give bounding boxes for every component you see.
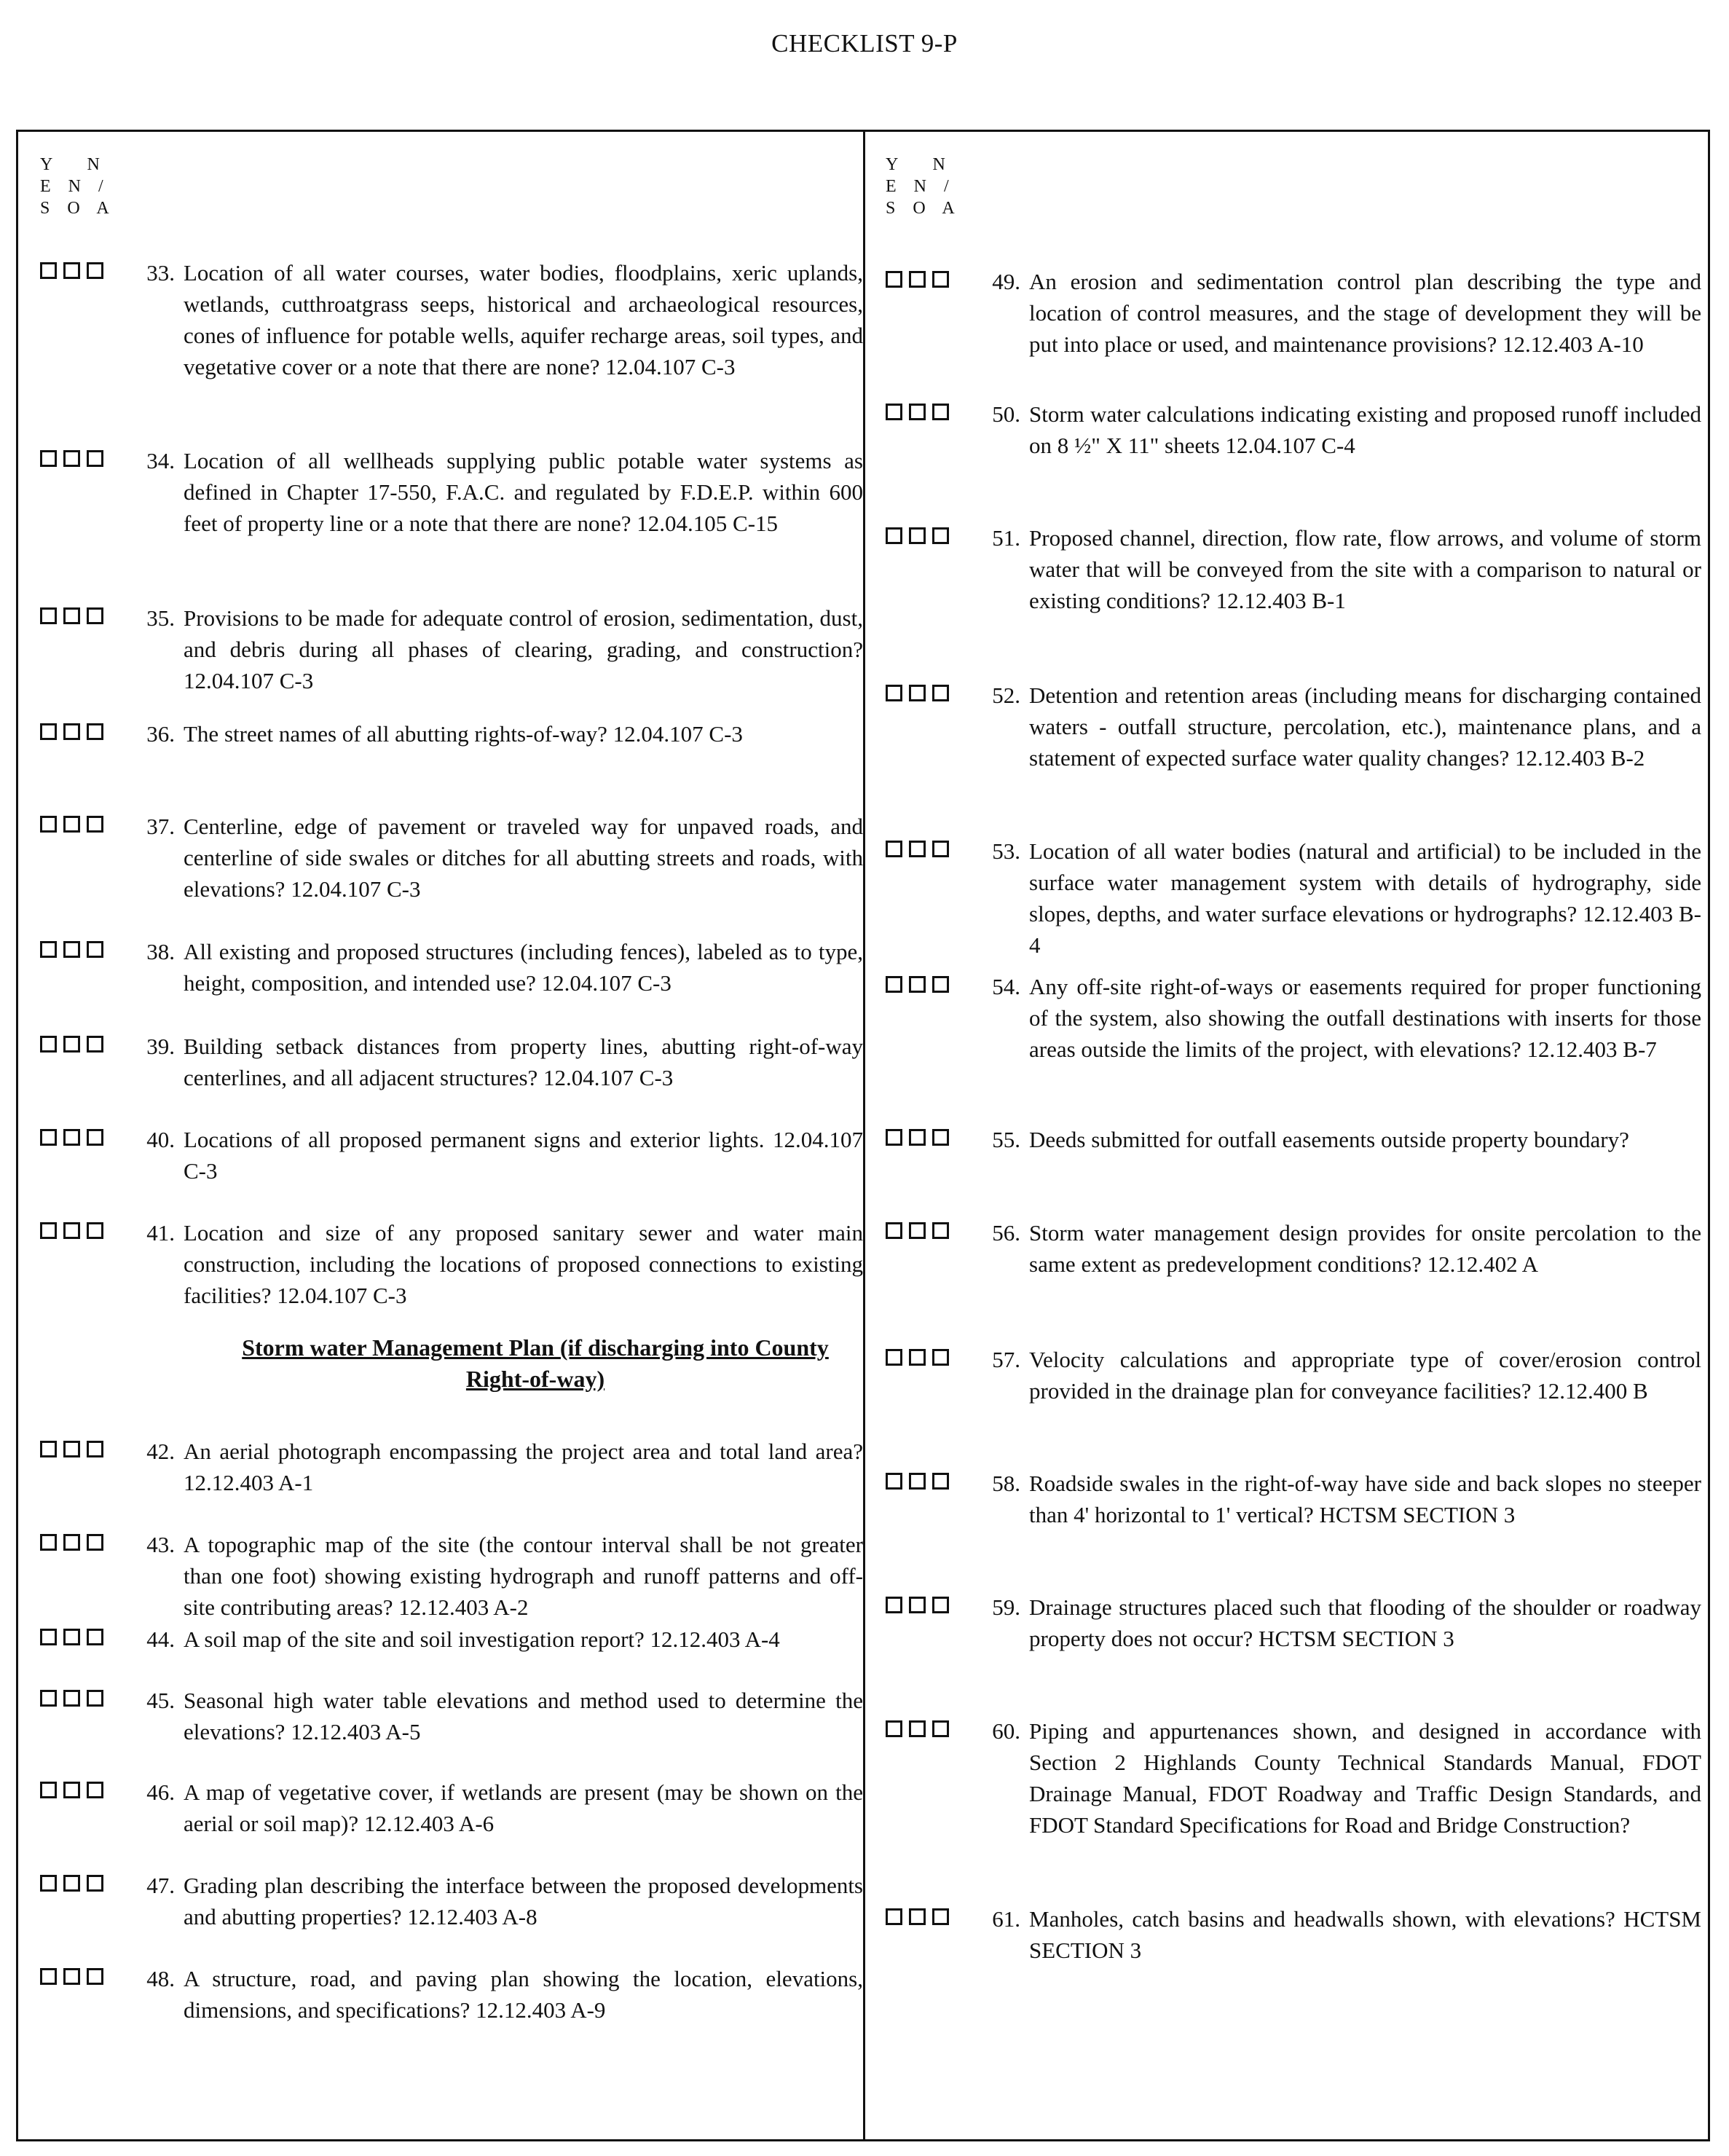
item-number: 34. <box>146 448 175 473</box>
item-number: 35. <box>146 605 175 631</box>
item-text: Detention and retention areas (including means for discharging contained waters - outfall structure, percolation, etc.), maintenance plans, and a statement of expected surface water quality changes? 12.12.403 B-2 <box>1029 682 1701 771</box>
checklist-item-58 <box>886 1468 1701 1530</box>
checklist-item-56 <box>886 1217 1701 1280</box>
checklist-item-51 <box>886 522 1701 616</box>
checkbox-no[interactable] <box>63 1534 80 1551</box>
checkbox-na[interactable] <box>932 976 949 993</box>
checkbox-group <box>40 1777 127 1798</box>
checkbox-na[interactable] <box>932 404 949 420</box>
checkbox-na[interactable] <box>87 262 103 279</box>
checklist-item-34 <box>40 445 863 539</box>
checkbox-group <box>40 1870 127 1892</box>
item-number: 58. <box>992 1471 1020 1496</box>
checkbox-na[interactable] <box>932 1597 949 1613</box>
item-number: 48. <box>146 1966 175 1991</box>
checklist-item-61 <box>886 1903 1701 1966</box>
item-text: Drainage structures placed such that flooding of the shoulder or roadway property does not occur? HCTSM SECTION 3 <box>1029 1594 1701 1651</box>
item-number: 56. <box>992 1220 1020 1246</box>
legend-right: Y N E N / S O A <box>886 155 955 218</box>
checkbox-yes[interactable] <box>40 723 57 740</box>
item-number: 54. <box>992 974 1020 999</box>
checkbox-no[interactable] <box>63 816 80 833</box>
item-text: Location of all wellheads supplying public potable water systems as defined in Chapter 17-550, F.A.C. and regulated by F.D.E.P. within 600 feet of property line or a note that there are none? 12.04.105 C-15 <box>184 448 863 536</box>
checkbox-na[interactable] <box>87 1968 103 1985</box>
item-number: 51. <box>992 525 1020 551</box>
checkbox-na[interactable] <box>87 1534 103 1551</box>
section-heading: Storm water Management Plan (if discharging into County Right-of-way) <box>242 1334 829 1392</box>
item-text: Grading plan describing the interface between the proposed developments and abutting properties? 12.12.403 A-8 <box>184 1873 863 1929</box>
checkbox-group <box>40 445 127 467</box>
checkbox-group <box>886 1468 973 1490</box>
item-number: 52. <box>992 682 1020 708</box>
checkbox-yes[interactable] <box>40 1629 57 1645</box>
checkbox-no[interactable] <box>63 723 80 740</box>
checkbox-na[interactable] <box>932 1720 949 1737</box>
checklist-item-44 <box>40 1624 863 1655</box>
checkbox-yes[interactable] <box>40 1534 57 1551</box>
checkbox-group <box>886 266 973 288</box>
checkbox-na[interactable] <box>87 1629 103 1645</box>
item-number: 60. <box>992 1718 1020 1744</box>
checkbox-no[interactable] <box>63 1968 80 1985</box>
item-number: 33. <box>146 260 175 286</box>
item-text: Seasonal high water table elevations and method used to determine the elevations? 12.12.403 A-5 <box>184 1688 863 1744</box>
checklist-item-35 <box>40 602 863 696</box>
checklist-item-43 <box>40 1529 863 1623</box>
checkbox-group <box>886 1344 973 1366</box>
item-text: A map of vegetative cover, if wetlands are present (may be shown on the aerial or soil map)? 12.12.403 A-6 <box>184 1779 863 1836</box>
checkbox-na[interactable] <box>87 1036 103 1053</box>
item-text: Locations of all proposed permanent signs and exterior lights. 12.04.107 C-3 <box>184 1127 863 1184</box>
checkbox-na[interactable] <box>87 450 103 467</box>
item-text: Location and size of any proposed sanitary sewer and water main construction, including the locations of proposed connections to existing facilities? 12.04.107 C-3 <box>184 1220 863 1308</box>
item-text: Storm water management design provides for onsite percolation to the same extent as predevelopment conditions? 12.12.402 A <box>1029 1220 1701 1277</box>
checkbox-group <box>40 602 127 624</box>
checkbox-na[interactable] <box>87 723 103 740</box>
checkbox-yes[interactable] <box>40 262 57 279</box>
item-text: Velocity calculations and appropriate type of cover/erosion control provided in the drainage plan for conveyance facilities? 12.12.400 B <box>1029 1347 1701 1404</box>
checkbox-group <box>40 718 127 740</box>
checkbox-group <box>886 1903 973 1925</box>
item-text: An erosion and sedimentation control plan describing the type and location of control measures, and the stage of development they will be put into place or used, and maintenance provisions? 12.12.403 A-10 <box>1029 269 1701 357</box>
checkbox-na[interactable] <box>932 841 949 857</box>
checkbox-group <box>886 1715 973 1737</box>
checklist-item-59 <box>886 1592 1701 1654</box>
item-number: 61. <box>992 1906 1020 1932</box>
checkbox-na[interactable] <box>932 1129 949 1146</box>
checkbox-na[interactable] <box>87 1441 103 1457</box>
checkbox-yes[interactable] <box>40 1690 57 1707</box>
item-number: 43. <box>146 1532 175 1557</box>
checkbox-yes[interactable] <box>886 1349 902 1366</box>
item-text: A soil map of the site and soil investigation report? 12.12.403 A-4 <box>184 1626 780 1652</box>
item-number: 39. <box>146 1034 175 1059</box>
checklist-item-48 <box>40 1963 863 2026</box>
checkbox-na[interactable] <box>87 1690 103 1707</box>
checkbox-group <box>886 1124 973 1146</box>
checkbox-na[interactable] <box>932 1908 949 1925</box>
checklist-item-57 <box>886 1344 1701 1406</box>
checklist-item-49 <box>886 266 1701 360</box>
checklist-item-42 <box>40 1436 863 1498</box>
checklist-item-46 <box>40 1777 863 1839</box>
checklist-item-60 <box>886 1715 1701 1841</box>
item-text: A structure, road, and paving plan showing the location, elevations, dimensions, and specifications? 12.12.403 A-9 <box>184 1966 863 2023</box>
checkbox-no[interactable] <box>63 607 80 624</box>
checkbox-no[interactable] <box>63 1690 80 1707</box>
item-number: 57. <box>992 1347 1020 1372</box>
checkbox-group <box>886 1217 973 1239</box>
checkbox-group <box>886 971 973 993</box>
checkbox-na[interactable] <box>932 527 949 544</box>
checkbox-group <box>886 1592 973 1613</box>
item-number: 47. <box>146 1873 175 1898</box>
left-column <box>18 132 865 2139</box>
checklist-item-52 <box>886 680 1701 774</box>
checkbox-group <box>40 811 127 833</box>
item-text: An aerial photograph encompassing the project area and total land area? 12.12.403 A-1 <box>184 1439 863 1495</box>
checklist-frame <box>16 130 1710 2141</box>
checkbox-group <box>40 1436 127 1457</box>
item-number: 44. <box>146 1626 175 1652</box>
checklist-item-50 <box>886 398 1701 461</box>
checkbox-na[interactable] <box>87 1222 103 1239</box>
checkbox-no[interactable] <box>909 976 926 993</box>
checklist-item-47 <box>40 1870 863 1932</box>
checklist-item-45 <box>40 1685 863 1747</box>
checkbox-yes[interactable] <box>886 271 902 288</box>
item-text: Location of all water bodies (natural and artificial) to be included in the surface water management system with details of hydrography, side slopes, depths, and water surface elevations or hydrographs? 12.12.403 B-4 <box>1029 838 1701 958</box>
item-number: 41. <box>146 1220 175 1246</box>
checkbox-yes[interactable] <box>886 527 902 544</box>
item-number: 42. <box>146 1439 175 1464</box>
checkbox-yes[interactable] <box>886 685 902 701</box>
checkbox-group <box>40 257 127 279</box>
legend-left: Y N E N / S O A <box>40 155 109 218</box>
checkbox-no[interactable] <box>909 1349 926 1366</box>
checkbox-no[interactable] <box>909 685 926 701</box>
checkbox-yes[interactable] <box>886 1129 902 1146</box>
checkbox-group <box>40 1963 127 1985</box>
item-number: 40. <box>146 1127 175 1152</box>
checkbox-yes[interactable] <box>40 1968 57 1985</box>
checkbox-no[interactable] <box>63 1222 80 1239</box>
checkbox-no[interactable] <box>909 1720 926 1737</box>
checkbox-no[interactable] <box>63 262 80 279</box>
checkbox-group <box>40 1031 127 1053</box>
checkbox-yes[interactable] <box>40 1222 57 1239</box>
checkbox-no[interactable] <box>63 941 80 958</box>
checkbox-group <box>40 1529 127 1551</box>
item-text: Piping and appurtenances shown, and designed in accordance with Section 2 Highlands County Technical Standards Manual, FDOT Drainage Manual, FDOT Roadway and Traffic Design Standards, and FDOT Standard Specifications for Road and Bridge Construction? <box>1029 1718 1701 1838</box>
item-text: Any off-site right-of-ways or easements required for proper functioning of the system, also showing the outfall destinations with inserts for those areas outside the limits of the project, with elevations? 12.12.403 B-7 <box>1029 974 1701 1062</box>
item-text: Storm water calculations indicating existing and proposed runoff included on 8 ½" X 11" sheets 12.04.107 C-4 <box>1029 401 1701 458</box>
checkbox-no[interactable] <box>63 1782 80 1798</box>
checkbox-no[interactable] <box>63 1129 80 1146</box>
checkbox-no[interactable] <box>909 1129 926 1146</box>
item-number: 49. <box>992 269 1020 294</box>
item-text: All existing and proposed structures (including fences), labeled as to type, height, composition, and intended use? 12.04.107 C-3 <box>184 939 863 996</box>
item-text: Proposed channel, direction, flow rate, flow arrows, and volume of storm water that will be conveyed from the site with a comparison to natural or existing conditions? 12.12.403 B-1 <box>1029 525 1701 613</box>
item-text: Building setback distances from property lines, abutting right-of-way centerlines, and all adjacent structures? 12.04.107 C-3 <box>184 1034 863 1090</box>
checkbox-na[interactable] <box>87 1782 103 1798</box>
checkbox-yes[interactable] <box>886 841 902 857</box>
checkbox-group <box>40 1624 127 1645</box>
checkbox-group <box>40 936 127 958</box>
checkbox-yes[interactable] <box>40 450 57 467</box>
checkbox-group <box>886 398 973 420</box>
checklist-item-36 <box>40 718 863 750</box>
checkbox-group <box>40 1217 127 1239</box>
item-number: 50. <box>992 401 1020 427</box>
page-title: CHECKLIST 9-P <box>771 29 958 58</box>
checkbox-yes[interactable] <box>40 941 57 958</box>
checkbox-na[interactable] <box>932 1349 949 1366</box>
item-text: A topographic map of the site (the contour interval shall be not greater than one foot) showing existing hydrograph and runoff patterns and off-site contributing areas? 12.12.403 A-2 <box>184 1532 863 1620</box>
checkbox-na[interactable] <box>87 607 103 624</box>
checkbox-yes[interactable] <box>886 404 902 420</box>
item-number: 46. <box>146 1779 175 1805</box>
checklist-item-39 <box>40 1031 863 1093</box>
checkbox-no[interactable] <box>63 1875 80 1892</box>
checkbox-yes[interactable] <box>40 1129 57 1146</box>
checklist-item-38 <box>40 936 863 999</box>
checkbox-na[interactable] <box>932 1473 949 1490</box>
checkbox-no[interactable] <box>909 404 926 420</box>
checkbox-yes[interactable] <box>886 1473 902 1490</box>
checkbox-na[interactable] <box>87 1875 103 1892</box>
checkbox-yes[interactable] <box>40 1036 57 1053</box>
checkbox-yes[interactable] <box>886 1720 902 1737</box>
checkbox-na[interactable] <box>87 941 103 958</box>
checkbox-yes[interactable] <box>40 1782 57 1798</box>
checklist-item-55 <box>886 1124 1701 1155</box>
item-text: Roadside swales in the right-of-way have side and back slopes no steeper than 4' horizontal to 1' vertical? HCTSM SECTION 3 <box>1029 1471 1701 1527</box>
checkbox-group <box>40 1685 127 1707</box>
checklist-item-40 <box>40 1124 863 1187</box>
item-number: 59. <box>992 1594 1020 1620</box>
checkbox-na[interactable] <box>932 271 949 288</box>
checkbox-group <box>886 522 973 544</box>
checkbox-no[interactable] <box>909 271 926 288</box>
checkbox-no[interactable] <box>909 1597 926 1613</box>
item-text: Manholes, catch basins and headwalls shown, with elevations? HCTSM SECTION 3 <box>1029 1906 1701 1963</box>
checklist-item-53 <box>886 835 1701 961</box>
checkbox-na[interactable] <box>932 685 949 701</box>
checklist-item-37 <box>40 811 863 905</box>
checkbox-na[interactable] <box>87 1129 103 1146</box>
item-text: Deeds submitted for outfall easements outside property boundary? <box>1029 1127 1629 1152</box>
item-number: 37. <box>146 814 175 839</box>
item-number: 53. <box>992 838 1020 864</box>
checkbox-yes[interactable] <box>886 1222 902 1239</box>
item-text: Provisions to be made for adequate control of erosion, sedimentation, dust, and debris during all phases of clearing, grading, and construction? 12.04.107 C-3 <box>184 605 863 693</box>
item-number: 45. <box>146 1688 175 1713</box>
checkbox-na[interactable] <box>87 816 103 833</box>
checkbox-yes[interactable] <box>886 1908 902 1925</box>
checkbox-yes[interactable] <box>40 816 57 833</box>
checklist-item-33 <box>40 257 863 382</box>
checkbox-group <box>886 835 973 857</box>
checkbox-yes[interactable] <box>886 976 902 993</box>
checkbox-no[interactable] <box>909 841 926 857</box>
checkbox-group <box>886 680 973 701</box>
item-number: 36. <box>146 721 175 747</box>
checkbox-yes[interactable] <box>40 1441 57 1457</box>
checkbox-no[interactable] <box>909 1908 926 1925</box>
checkbox-no[interactable] <box>909 527 926 544</box>
item-text: The street names of all abutting rights-of-way? 12.04.107 C-3 <box>184 721 743 747</box>
item-number: 55. <box>992 1127 1020 1152</box>
checkbox-no[interactable] <box>909 1222 926 1239</box>
checklist-item-41 <box>40 1217 863 1311</box>
checkbox-no[interactable] <box>63 1629 80 1645</box>
item-text: Location of all water courses, water bodies, floodplains, xeric uplands, wetlands, cutthroatgrass seeps, historical and archaeological resources, cones of influence for potable wells, aquifer recharge areas, soil types, and vegetative cover or a note that there are none? 12.04.107 C-3 <box>184 260 863 379</box>
right-column <box>865 132 1708 2139</box>
item-number: 38. <box>146 939 175 964</box>
checkbox-group <box>40 1124 127 1146</box>
checkbox-no[interactable] <box>909 1473 926 1490</box>
checkbox-yes[interactable] <box>40 607 57 624</box>
checkbox-na[interactable] <box>932 1222 949 1239</box>
checkbox-no[interactable] <box>63 1036 80 1053</box>
checkbox-yes[interactable] <box>40 1875 57 1892</box>
checkbox-no[interactable] <box>63 1441 80 1457</box>
checkbox-yes[interactable] <box>886 1597 902 1613</box>
item-text: Centerline, edge of pavement or traveled way for unpaved roads, and centerline of side swales or ditches for all abutting streets and roads, with elevations? 12.04.107 C-3 <box>184 814 863 902</box>
checklist-item-54 <box>886 971 1701 1065</box>
checkbox-no[interactable] <box>63 450 80 467</box>
